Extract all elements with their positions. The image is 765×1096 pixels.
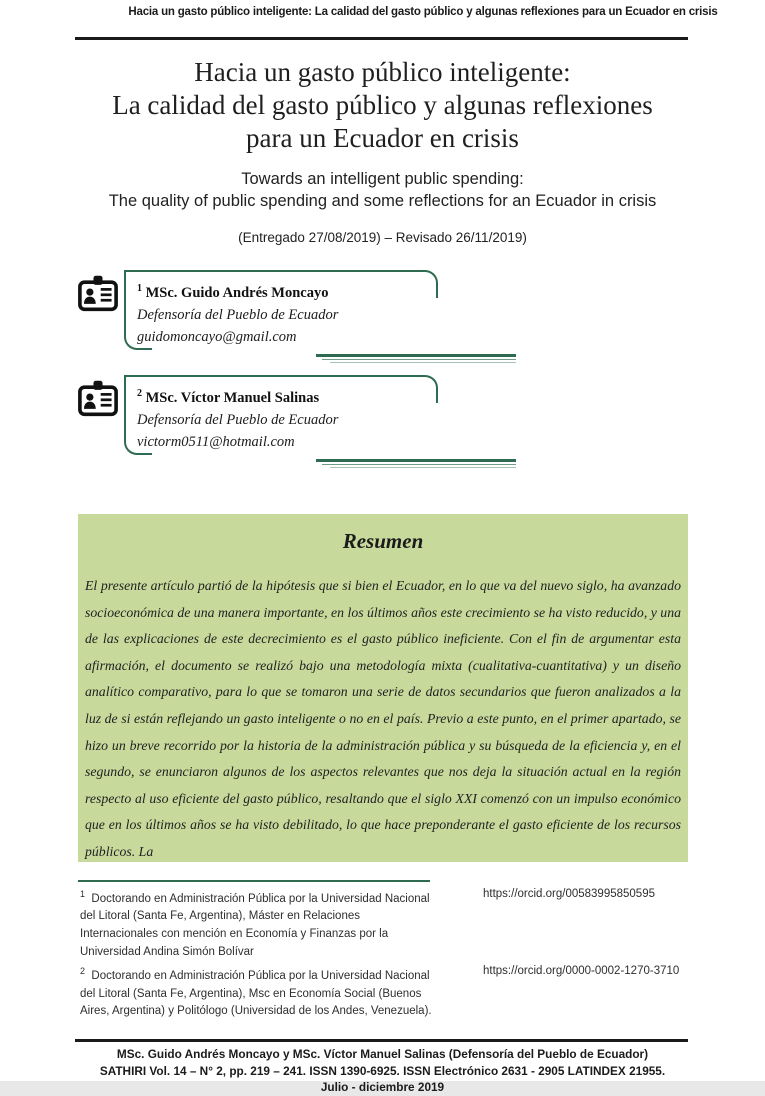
footnote-text: $^2$ Doctorando en Administración Pública por la Universidad Nacional del Litoral (Santa Fe, Argentina), Msc en Economía Social (Buenos Aires, Argentina) y Politólogo (Universidad de los Andes, Venezuela). [80,966,432,1018]
frame-decoration-lines [316,459,516,468]
abstract-title: Resumen [342,529,424,553]
footnotes-section [80,886,725,1023]
footnote-marker: 2 [80,966,86,977]
author-info [137,383,429,453]
author-email-link[interactable]: guidomoncayo@gmail.com [137,328,297,345]
author-info [137,278,429,348]
frame-decoration-lines [316,354,516,363]
footnote-divider [78,880,430,882]
footnote-text: $^1$ Doctorando en Administración Pública por la Universidad Nacional del Litoral (Santa Fe, Argentina), Máster en Relaciones Internacionales con mención en Economía y Finanzas por la Universidad Andina Simón Bolívar [80,889,430,958]
author-email-link[interactable]: victorm0511@hotmail.com [137,433,295,450]
author-footnote-marker: 2 [137,388,142,399]
footnote-marker: 1 [80,889,86,899]
footer-authors-line: MSc. Guido Andrés Moncayo y MSc. Víctor Manuel Salinas (Defensoría del Pueblo de Ecuador) [116,1047,649,1061]
author-card-1 [78,270,448,366]
header-divider [75,37,688,40]
id-card-icon [78,379,118,417]
abstract-body: El presente artículo partió de la hipótesis que si bien el Ecuador, en lo que va del nuevo siglo, ha avanzado socioeconómica de una manera importante, en los últimos años este crecimiento se ha visto reducido, y una de las explicaciones de este decrecimiento es el gasto público ineficiente. Con el fin de argumentar esta afirmación, el documento se realizó bajo una metodología mixta (cualitativa-cuantitativa) y un diseño analítico comparativo, para lo que se tomaron una serie de datos secundarios que fueron analizados a la luz de si están reflejando un gasto inteligente o no en el país. Previo a este punto, en el primer apartado, se hizo un breve recorrido por la historia de la administración pública y su búsqueda de la eficiencia y, en el segundo, se enunciaron algunos de los aspectos relevantes que nos deja la situación actual en la región respecto al uso eficiente del gasto público, resaltando que el siglo XXI comenzó con un impulso económico que en los últimos años se ha visto debilitado, lo que hace preponderante el gasto eficiente de los recursos públicos. La [85,578,681,859]
id-card-icon [78,274,118,312]
footer-date-line: Julio - diciembre 2019 [320,1080,445,1094]
article-title-spanish [40,56,725,155]
title-line-1: Hacia un gasto público inteligente: [194,57,571,87]
submission-dates: (Entregado 27/08/2019) – Revisado 26/11/2019) [238,230,527,245]
author-affiliation: Defensoría del Pueblo de Ecuador [137,411,339,428]
article-title-english [30,168,735,212]
footer [40,1046,725,1096]
abstract-box [78,514,688,862]
footnote-1 [80,886,725,961]
author-frame [124,270,438,350]
footnote-2 [80,963,725,1021]
orcid-link[interactable]: https://orcid.org/00583995850595 [483,888,655,900]
subtitle-line-2: The quality of public spending and some reflections for an Ecuador in crisis [108,192,657,210]
author-name: $^2$ MSc. Víctor Manuel Salinas [137,388,320,406]
author-card-2 [78,375,448,471]
author-name: $^1$ MSc. Guido Andrés Moncayo [137,283,329,301]
subtitle-line-1: Towards an intelligent public spending: [241,170,524,188]
footer-journal-line: SATHIRI Vol. 14 – N° 2, pp. 219 – 241. ISSN 1390-6925. ISSN Electrónico 2631 - 2905 LATINDEX 21955. [99,1063,666,1078]
author-affiliation: Defensoría del Pueblo de Ecuador [137,306,339,323]
title-line-3: para un Ecuador en crisis [246,123,519,153]
author-footnote-marker: 1 [137,283,142,294]
running-header: Hacia un gasto público inteligente: La calidad del gasto público y algunas reflexiones para un Ecuador en crisis [128,6,718,18]
title-line-2: La calidad del gasto público y algunas reflexiones [112,90,653,120]
author-frame [124,375,438,455]
footer-divider [75,1039,688,1042]
orcid-link[interactable]: https://orcid.org/0000-0002-1270-3710 [483,965,680,978]
